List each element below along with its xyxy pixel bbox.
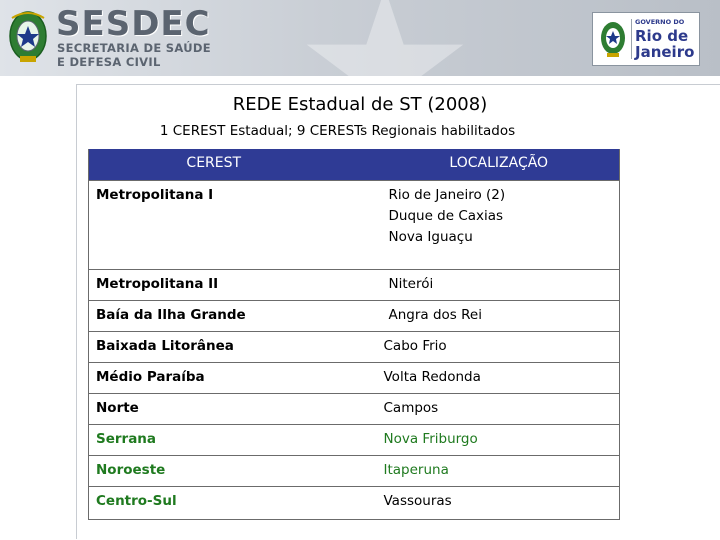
government-logo xyxy=(592,12,700,66)
location-line: Vassouras xyxy=(383,492,452,509)
slide-title: REDE Estadual de ST (2008) xyxy=(232,94,488,115)
cerest-cell: Baixada Litorânea xyxy=(89,331,339,362)
brand-name: SESDEC xyxy=(56,4,211,44)
location-line: Niterói xyxy=(388,275,434,292)
table-row xyxy=(89,300,620,331)
location-line: Angra dos Rei xyxy=(388,306,482,323)
table-row xyxy=(89,393,620,424)
table-row xyxy=(89,424,620,455)
table-row xyxy=(89,455,620,486)
location-line: Campos xyxy=(383,399,439,416)
location-line: Itaperuna xyxy=(383,461,449,478)
state-crest-icon xyxy=(6,6,50,68)
cerest-cell: Norte xyxy=(89,393,339,424)
table-row xyxy=(89,362,620,393)
gov-crest-icon xyxy=(598,18,628,60)
location-cell xyxy=(339,331,620,362)
column-header-localizacao: LOCALIZAÇÃO xyxy=(339,149,620,180)
gov-state-line2: Janeiro xyxy=(635,43,695,61)
location-line: Rio de Janeiro (2) xyxy=(388,186,506,203)
location-cell xyxy=(339,269,620,300)
location-cell xyxy=(339,455,620,486)
location-cell xyxy=(339,486,620,519)
location-cell xyxy=(339,180,620,269)
slide-subtitle: 1 CEREST Estadual; 9 CERESTs Regionais habilitados xyxy=(159,123,516,139)
table-row xyxy=(89,269,620,300)
location-line: Nova Friburgo xyxy=(383,430,478,447)
location-line: Nova Iguaçu xyxy=(388,228,473,245)
location-line: Volta Redonda xyxy=(383,368,481,385)
banner-divider xyxy=(0,76,720,78)
gov-state-line1: Rio de xyxy=(635,27,689,45)
location-line: Duque de Caxias xyxy=(388,207,504,224)
cerest-cell: Metropolitana II xyxy=(89,269,339,300)
table-row xyxy=(89,486,620,519)
location-cell xyxy=(339,424,620,455)
location-line: Cabo Frio xyxy=(383,337,447,354)
brand-subtitle-1: SECRETARIA DE SAÚDE xyxy=(57,41,211,55)
star-watermark-icon xyxy=(300,0,470,78)
location-cell xyxy=(339,362,620,393)
gov-label: GOVERNO DO xyxy=(635,18,685,26)
cerest-cell: Metropolitana I xyxy=(89,180,339,269)
gov-logo-divider xyxy=(631,19,632,59)
header-banner xyxy=(0,0,720,78)
column-header-cerest: CEREST xyxy=(89,149,339,180)
table-row xyxy=(89,180,620,269)
cerest-cell: Médio Paraíba xyxy=(89,362,339,393)
table-row xyxy=(89,331,620,362)
location-cell xyxy=(339,393,620,424)
cerest-cell: Baía da Ilha Grande xyxy=(89,300,339,331)
cerest-cell: Serrana xyxy=(89,424,339,455)
cerest-cell: Centro-Sul xyxy=(89,486,339,519)
location-cell xyxy=(339,300,620,331)
cerest-cell: Noroeste xyxy=(89,455,339,486)
brand-subtitle-2: E DEFESA CIVIL xyxy=(57,55,161,69)
cerest-table xyxy=(88,149,620,520)
table-header-row xyxy=(89,149,620,180)
